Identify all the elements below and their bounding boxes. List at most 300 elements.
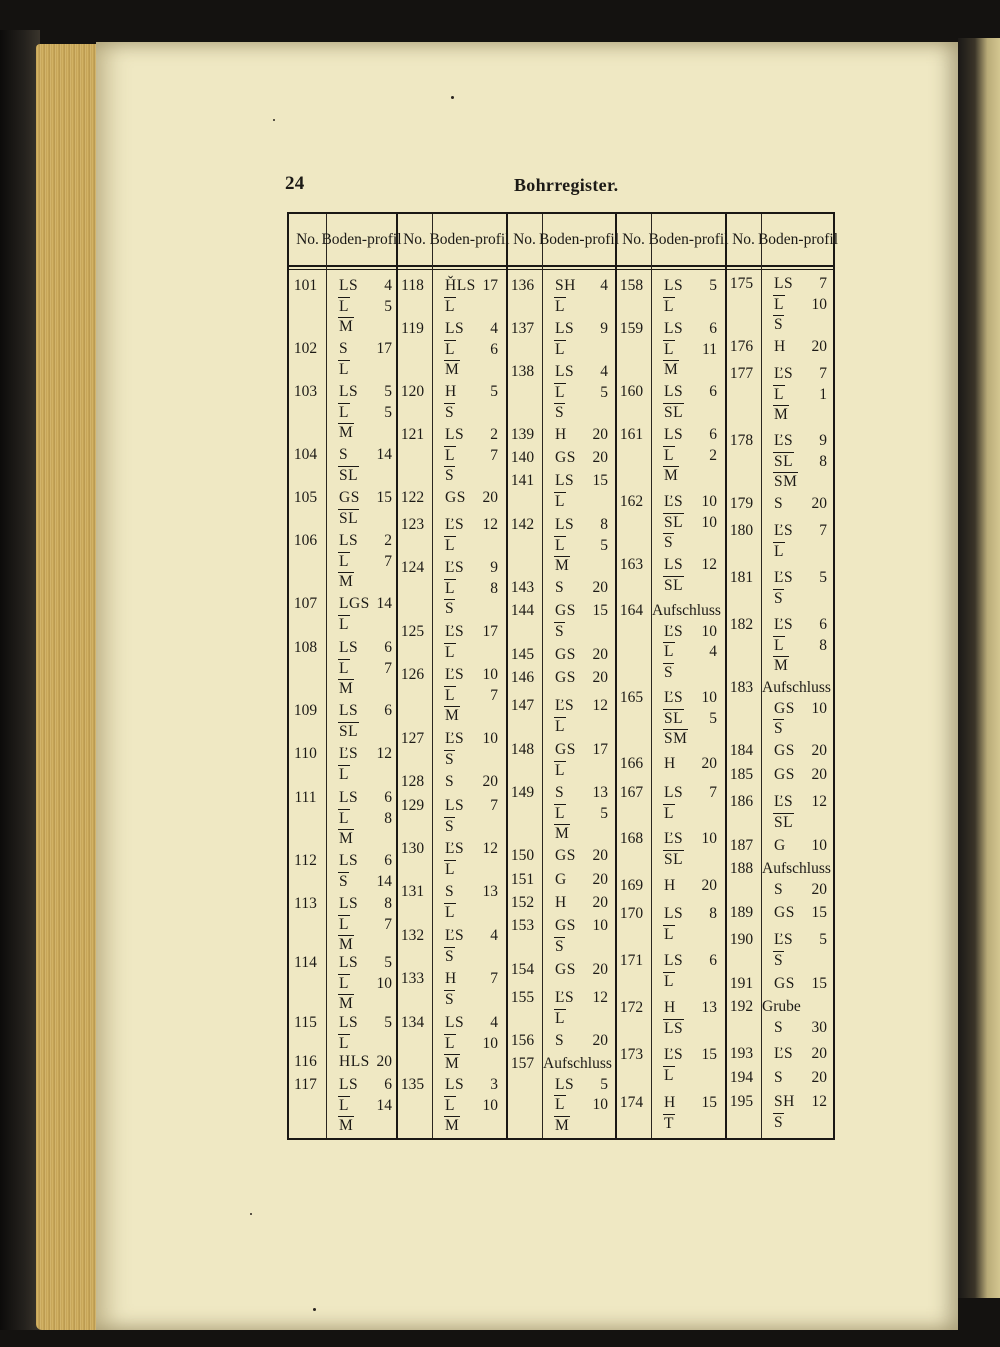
- layer-depth: 20: [376, 1053, 392, 1070]
- layer-code: ĽS: [774, 793, 794, 810]
- layer-code: M: [555, 557, 570, 574]
- layer-code: SH: [555, 277, 576, 294]
- layer-depth: 15: [811, 975, 827, 992]
- layer-depth: 14: [376, 595, 392, 612]
- profile-layer: [324, 765, 402, 786]
- profile-layer: [649, 446, 727, 467]
- profile-layer: [540, 1009, 618, 1030]
- layer-code: S: [555, 579, 565, 596]
- soil-profile: [540, 783, 618, 845]
- profile-layer: [759, 1068, 837, 1089]
- paper-speck: [250, 1213, 252, 1215]
- layer-depth: 10: [482, 1096, 498, 1114]
- layer-code: H: [445, 383, 457, 400]
- layer-code: L: [664, 340, 674, 358]
- layer-code: LS: [339, 639, 359, 656]
- soil-profile: [540, 578, 618, 599]
- layer-code: S: [339, 872, 349, 890]
- soil-profile: [324, 1075, 402, 1137]
- bore-number: 185: [729, 766, 754, 783]
- bore-number: 164: [619, 602, 644, 619]
- soil-profile: [324, 594, 402, 635]
- soil-profile: [430, 425, 508, 487]
- bore-number: 178: [729, 432, 754, 449]
- layer-code: L: [664, 446, 674, 464]
- profile-layer: [430, 382, 508, 403]
- profile-layer: [759, 765, 837, 786]
- profile-layer: [759, 494, 837, 515]
- header-bodenprofil: [538, 214, 620, 265]
- layer-code: L: [339, 403, 349, 421]
- layer-depth: 13: [701, 999, 717, 1016]
- layer-depth: 20: [811, 766, 827, 783]
- layer-code: L: [339, 552, 349, 570]
- profile-layer: [540, 740, 618, 761]
- layer-code: H: [664, 999, 676, 1016]
- layer-code: GS: [555, 449, 576, 466]
- profile-layer: [540, 515, 618, 536]
- layer-depth: 8: [819, 636, 827, 654]
- layer-depth: 10: [811, 699, 827, 717]
- profile-layer: [649, 904, 727, 925]
- profile-layer: [759, 903, 837, 924]
- profile-layer: [430, 1075, 508, 1096]
- layer-code: LS: [555, 363, 575, 380]
- layer-depth: 4: [490, 927, 498, 944]
- layer-depth: 20: [592, 579, 608, 596]
- layer-depth: 9: [490, 559, 498, 576]
- bore-number: 133: [400, 970, 425, 987]
- profile-layer: [649, 951, 727, 972]
- soil-profile: [649, 951, 727, 992]
- layer-code: Grube: [762, 998, 801, 1015]
- layer-depth: 8: [384, 809, 392, 827]
- profile-layer: [759, 636, 837, 657]
- profile-layer: [430, 643, 508, 664]
- header-rule-thin: [289, 269, 833, 270]
- layer-code: ĽS: [664, 1046, 684, 1063]
- layer-code: LS: [339, 702, 359, 719]
- layer-code: S: [774, 1069, 784, 1086]
- profile-layer: [430, 425, 508, 446]
- layer-code: ĽS: [445, 623, 465, 640]
- profile-layer: [540, 448, 618, 469]
- soil-profile: [759, 1044, 837, 1065]
- layer-code: LGS: [339, 595, 370, 612]
- layer-depth: 15: [811, 904, 827, 921]
- layer-code: S: [664, 663, 674, 681]
- layer-depth: 5: [709, 709, 717, 727]
- profile-layer: [759, 337, 837, 358]
- layer-code: SL: [339, 509, 359, 527]
- profile-layer: [324, 488, 402, 509]
- layer-code: LS: [664, 426, 684, 443]
- soil-profile: [759, 741, 837, 762]
- layer-depth: 7: [819, 522, 827, 539]
- profile-layer: [540, 1031, 618, 1052]
- soil-profile: [324, 1013, 402, 1054]
- soil-profile: [430, 319, 508, 381]
- layer-depth: 20: [592, 449, 608, 466]
- profile-layer: [540, 645, 618, 666]
- layer-depth: 17: [376, 340, 392, 357]
- layer-code: Aufschluss: [762, 679, 831, 696]
- layer-code: L: [555, 340, 565, 358]
- bore-number: 125: [400, 623, 425, 640]
- profile-layer: [324, 297, 402, 318]
- profile-layer: [540, 960, 618, 981]
- profile-layer: [430, 360, 508, 381]
- bore-number: 132: [400, 927, 425, 944]
- profile-layer: [759, 405, 837, 426]
- layer-code: L: [339, 915, 349, 933]
- profile-layer: [759, 274, 837, 295]
- layer-depth: 6: [384, 1076, 392, 1093]
- layer-depth: 20: [811, 1045, 827, 1062]
- profile-layer: [649, 783, 727, 804]
- layer-code: L: [664, 297, 674, 315]
- profile-layer: [540, 297, 618, 318]
- bore-number: 179: [729, 495, 754, 512]
- profile-layer: [430, 860, 508, 881]
- layer-depth: 2: [709, 446, 717, 464]
- layer-code: LS: [445, 797, 465, 814]
- profile-layer: [324, 851, 402, 872]
- soil-profile: [540, 988, 618, 1029]
- layer-code: LS: [664, 277, 684, 294]
- layer-depth: 10: [592, 1096, 608, 1113]
- soil-profile: [540, 362, 618, 424]
- profile-layer: [430, 969, 508, 990]
- header-no: No.: [513, 231, 536, 248]
- layer-depth: 6: [490, 340, 498, 358]
- soil-profile: [324, 638, 402, 700]
- soil-profile: [759, 903, 837, 924]
- soil-profile: [759, 337, 837, 358]
- profile-layer: [430, 772, 508, 793]
- layer-code: LS: [555, 1075, 575, 1093]
- bore-number: 134: [400, 1014, 425, 1031]
- layer-code: ĽS: [664, 493, 684, 510]
- layer-code: S: [445, 773, 455, 790]
- layer-depth: 2: [490, 426, 498, 443]
- layer-code: L: [664, 972, 674, 990]
- layer-depth: 15: [376, 489, 392, 506]
- profile-layer: [540, 383, 618, 404]
- bore-number: 117: [294, 1076, 317, 1093]
- profile-layer: [759, 568, 837, 589]
- layer-code: L: [339, 974, 349, 992]
- soil-profile: [759, 974, 837, 995]
- layer-depth: 1: [819, 385, 827, 403]
- layer-code: L: [339, 1034, 349, 1052]
- soil-profile: [430, 622, 508, 663]
- layer-depth: 5: [600, 383, 608, 401]
- layer-code: L: [445, 686, 455, 704]
- layer-code: GS: [445, 489, 466, 506]
- profile-layer: [430, 903, 508, 924]
- soil-profile: [759, 568, 837, 609]
- layer-depth: 8: [490, 579, 498, 597]
- profile-layer: [649, 754, 727, 775]
- layer-code: ĽS: [445, 927, 465, 944]
- profile-layer: [430, 1116, 508, 1137]
- layer-depth: 5: [384, 954, 392, 971]
- layer-depth: 8: [709, 905, 717, 922]
- soil-profile: [324, 894, 402, 956]
- profile-layer: [324, 1116, 402, 1137]
- soil-profile: [649, 688, 727, 750]
- header-bodenprofil-line1: Boden-: [757, 231, 804, 248]
- layer-code: SL: [339, 466, 359, 484]
- layer-depth: 10: [811, 837, 827, 854]
- soil-profile: [759, 494, 837, 515]
- layer-code: LS: [339, 895, 359, 912]
- profile-layer: [649, 642, 727, 663]
- profile-layer: [324, 722, 402, 743]
- bore-number: 131: [400, 883, 425, 900]
- layer-code: L: [664, 804, 674, 822]
- bore-number: 192: [729, 998, 754, 1015]
- bore-number: 169: [619, 877, 644, 894]
- profile-layer: [324, 615, 402, 636]
- profile-layer: [430, 796, 508, 817]
- layer-depth: 5: [819, 569, 827, 586]
- soil-profile: [540, 319, 618, 360]
- layer-code: L: [445, 643, 455, 661]
- layer-code: ĽS: [664, 830, 684, 847]
- profile-layer: [759, 472, 837, 493]
- layer-code: S: [664, 534, 674, 551]
- layer-depth: 15: [701, 1094, 717, 1111]
- layer-depth: 4: [600, 277, 608, 294]
- soil-profile: [759, 792, 837, 833]
- soil-profile: [540, 471, 618, 512]
- layer-code: LS: [339, 789, 359, 806]
- profile-layer: [540, 1054, 618, 1075]
- bore-number: 160: [619, 383, 644, 400]
- soil-profile: [759, 364, 837, 426]
- bore-number: 187: [729, 837, 754, 854]
- profile-layer: [540, 403, 618, 424]
- layer-depth: 10: [701, 830, 717, 847]
- bore-number: 180: [729, 522, 754, 539]
- layer-depth: 10: [376, 974, 392, 992]
- layer-code: LS: [664, 784, 684, 801]
- layer-code: L: [664, 1066, 674, 1084]
- layer-code: M: [445, 707, 460, 724]
- layer-depth: 9: [819, 432, 827, 449]
- layer-code: H: [664, 1094, 676, 1111]
- layer-code: SL: [664, 403, 684, 421]
- profile-layer: [324, 679, 402, 700]
- layer-depth: 6: [709, 952, 717, 969]
- layer-depth: 7: [384, 552, 392, 570]
- soil-profile: [430, 839, 508, 880]
- header-bodenprofil-line2: profil: [694, 231, 729, 248]
- profile-layer: [649, 1114, 727, 1135]
- layer-depth: 12: [376, 745, 392, 762]
- profile-layer: [540, 804, 618, 825]
- layer-code: GS: [555, 917, 576, 934]
- layer-code: M: [339, 680, 354, 697]
- soil-profile: [649, 382, 727, 423]
- layer-depth: 20: [592, 426, 608, 443]
- soil-profile: [540, 893, 618, 914]
- layer-code: H: [664, 877, 676, 894]
- profile-layer: [430, 686, 508, 707]
- profile-layer: [430, 1013, 508, 1034]
- layer-depth: 6: [709, 383, 717, 400]
- layer-code: SM: [774, 473, 798, 490]
- layer-code: L: [555, 1096, 565, 1113]
- layer-code: Aufschluss: [652, 602, 721, 619]
- bore-number: 124: [400, 559, 425, 576]
- layer-code: M: [664, 361, 679, 378]
- bore-number: 177: [729, 365, 754, 382]
- layer-code: L: [339, 659, 349, 677]
- profile-layer: [540, 471, 618, 492]
- soil-profile: [324, 382, 402, 444]
- layer-code: H: [774, 338, 786, 355]
- layer-code: GS: [339, 489, 360, 506]
- profile-layer: [649, 492, 727, 513]
- layer-code: L: [555, 297, 565, 315]
- profile-layer: [430, 729, 508, 750]
- layer-depth: 14: [376, 446, 392, 463]
- layer-code: S: [774, 1113, 784, 1131]
- layer-code: H: [664, 755, 676, 772]
- layer-depth: 13: [592, 784, 608, 801]
- profile-layer: [649, 622, 727, 643]
- soil-profile: [649, 492, 727, 554]
- layer-code: S: [774, 720, 784, 737]
- layer-code: L: [774, 385, 784, 403]
- bore-number: 183: [729, 679, 754, 696]
- bore-number: 167: [619, 784, 644, 801]
- soil-profile: [430, 488, 508, 509]
- profile-layer: [540, 824, 618, 845]
- layer-code: S: [555, 784, 565, 801]
- profile-layer: [324, 339, 402, 360]
- layer-depth: 5: [384, 403, 392, 421]
- bore-number: 140: [510, 449, 535, 466]
- bore-number: 130: [400, 840, 425, 857]
- profile-layer: [324, 531, 402, 552]
- bore-number: 112: [294, 852, 317, 869]
- profile-layer: [324, 872, 402, 893]
- profile-layer: [759, 1044, 837, 1065]
- layer-depth: 7: [819, 365, 827, 382]
- layer-code: HLS: [339, 1053, 370, 1070]
- bore-number: 114: [294, 954, 317, 971]
- profile-layer: [540, 761, 618, 782]
- soil-profile: [430, 796, 508, 837]
- profile-layer: [324, 744, 402, 765]
- soil-profile: [540, 515, 618, 577]
- layer-depth: 20: [811, 880, 827, 898]
- soil-profile: [759, 274, 837, 336]
- soil-profile: [649, 876, 727, 897]
- profile-layer: [540, 319, 618, 340]
- header-no: No.: [622, 231, 645, 248]
- bore-number: 151: [510, 871, 535, 888]
- bore-number: 121: [400, 426, 425, 443]
- layer-depth: 17: [482, 623, 498, 640]
- layer-code: L: [774, 295, 784, 313]
- bore-number: 145: [510, 646, 535, 663]
- layer-code: LS: [664, 320, 684, 337]
- profile-layer: [540, 846, 618, 867]
- bore-number: 116: [294, 1053, 317, 1070]
- profile-layer: [759, 974, 837, 995]
- layer-depth: 20: [482, 489, 498, 506]
- bore-number: 129: [400, 797, 425, 814]
- profile-layer: [324, 659, 402, 680]
- layer-code: LS: [774, 275, 794, 292]
- layer-depth: 12: [811, 793, 827, 810]
- bore-number: 158: [619, 277, 644, 294]
- soil-profile: [649, 829, 727, 870]
- header-bodenprofil-line1: Boden-: [429, 231, 476, 248]
- soil-profile: [649, 754, 727, 775]
- profile-layer: [649, 709, 727, 730]
- bore-number: 148: [510, 741, 535, 758]
- layer-code: M: [445, 1055, 460, 1072]
- layer-code: SH: [774, 1093, 795, 1110]
- layer-code: ĽS: [774, 616, 794, 633]
- bore-number: 165: [619, 689, 644, 706]
- layer-depth: 20: [701, 877, 717, 894]
- profile-layer: [430, 446, 508, 467]
- bore-number: 176: [729, 338, 754, 355]
- profile-layer: [759, 656, 837, 677]
- bore-number: 136: [510, 277, 535, 294]
- layer-depth: 6: [384, 789, 392, 806]
- layer-depth: 6: [819, 616, 827, 633]
- layer-depth: 10: [482, 730, 498, 747]
- layer-depth: 13: [482, 883, 498, 900]
- profile-layer: [759, 1018, 837, 1039]
- bore-number: 186: [729, 793, 754, 810]
- bore-number: 182: [729, 616, 754, 633]
- header-bodenprofil: [757, 214, 839, 265]
- layer-depth: 10: [701, 622, 717, 640]
- profile-layer: [649, 972, 727, 993]
- profile-layer: [324, 953, 402, 974]
- profile-layer: [430, 579, 508, 600]
- bore-number: 107: [293, 595, 318, 612]
- bore-number: 168: [619, 830, 644, 847]
- bore-number: 137: [510, 320, 535, 337]
- layer-depth: 2: [384, 532, 392, 549]
- layer-depth: 5: [819, 931, 827, 948]
- profile-layer: [324, 509, 402, 530]
- bore-number: 128: [400, 773, 425, 790]
- profile-layer: [759, 997, 837, 1018]
- profile-layer: [649, 360, 727, 381]
- profile-layer: [540, 578, 618, 599]
- profile-layer: [430, 297, 508, 318]
- layer-depth: 10: [482, 1034, 498, 1052]
- profile-layer: [759, 431, 837, 452]
- layer-code: L: [555, 761, 565, 779]
- bore-number: 159: [619, 320, 644, 337]
- profile-layer: [430, 1034, 508, 1055]
- layer-code: LS: [664, 383, 684, 400]
- layer-code: LS: [339, 1014, 359, 1031]
- bore-number: 156: [510, 1032, 535, 1049]
